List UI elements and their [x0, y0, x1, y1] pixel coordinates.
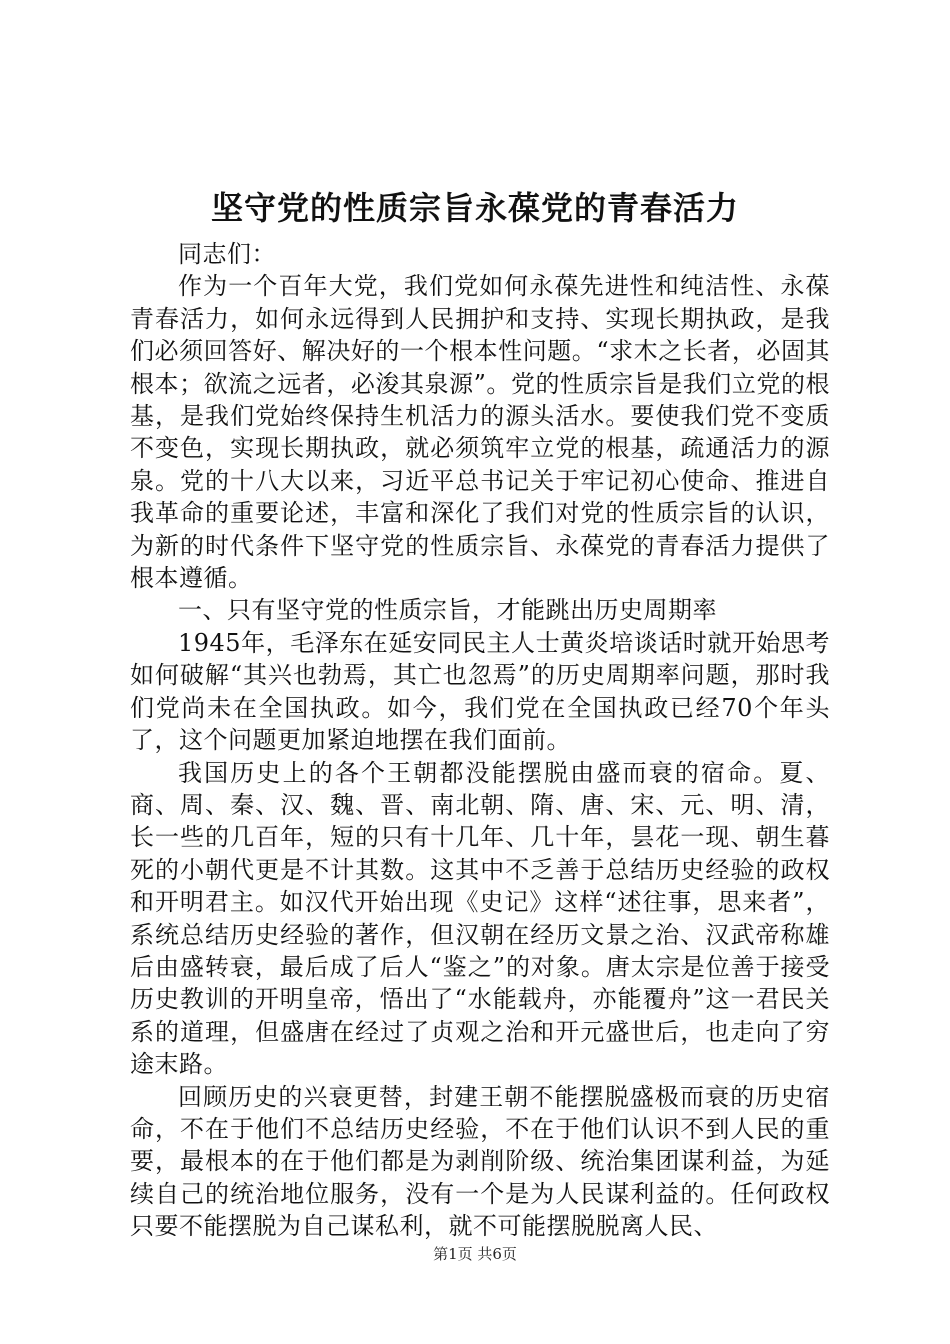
page-title: 坚守党的性质宗旨永葆党的青春活力 [210, 189, 739, 227]
document-body [130, 238, 830, 1243]
body-paragraph: 1945年，毛泽东在延安同民主人士黄炎培谈话时就开始思考如何破解“其兴也勃焉，其亡也忽焉”的历史周期率问题，那时我们党尚未在全国执政。如今，我们党在全国执政已经70个年头了，这个问题更加紧迫地摆在我们面前。 [130, 628, 830, 755]
body-paragraph: 回顾历史的兴衰更替，封建王朝不能摆脱盛极而衰的历史宿命，不在于他们不总结历史经验，不在于他们认识不到人民的重要，最根本的在于他们都是为剥削阶级、统治集团谋利益，为延续自己的统治地位服务，没有一个是为人民谋利益的。任何政权只要不能摆脱为自己谋私利，就不可能摆脱脱离人民、 [130, 1082, 830, 1241]
salutation-paragraph: 同志们： [178, 240, 276, 268]
body-paragraph: 我国历史上的各个王朝都没能摆脱由盛而衰的宿命。夏、商、周、秦、汉、魏、晋、南北朝、隋、唐、宋、元、明、清，长一些的几百年，短的只有十几年、几十年，昙花一现、朝生暮死的小朝代更是不计其数。这其中不乏善于总结历史经验的政权和开明君主。如汉代开始出现《史记》这样“述往事，思来者”，系统总结历史经验的著作，但汉朝在经历文景之治、汉武帝称雄后由盛转衰，最后成了后人“鉴之”的对象。唐太宗是位善于接受历史教训的开明皇帝，悟出了“水能载舟，亦能覆舟”这一君民关系的道理，但盛唐在经过了贞观之治和开元盛世后，也走向了穷途末路。 [130, 758, 830, 1079]
section-heading: 一、只有坚守党的性质宗旨，才能跳出历史周期率 [178, 596, 717, 625]
page-footer: 第1页 共6页 [433, 1245, 517, 1263]
body-paragraph: 作为一个百年大党，我们党如何永葆先进性和纯洁性、永葆青春活力，如何永远得到人民拥护和支持、实现长期执政，是我们必须回答好、解决好的一个根本性问题。“求木之长者，必固其根本；欲流之远者，必浚其泉源”。党的性质宗旨是我们立党的根基，是我们党始终保持生机活力的源头活水。要使我们党不变质不变色，实现长期执政，就必须筑牢立党的根基，疏通活力的源泉。党的十八大以来，习近平总书记关于牢记初心使命、推进自我革命的重要论述，丰富和深化了我们对党的性质宗旨的认识，为新的时代条件下坚守党的性质宗旨、永葆党的青春活力提供了根本遵循。 [130, 272, 830, 593]
